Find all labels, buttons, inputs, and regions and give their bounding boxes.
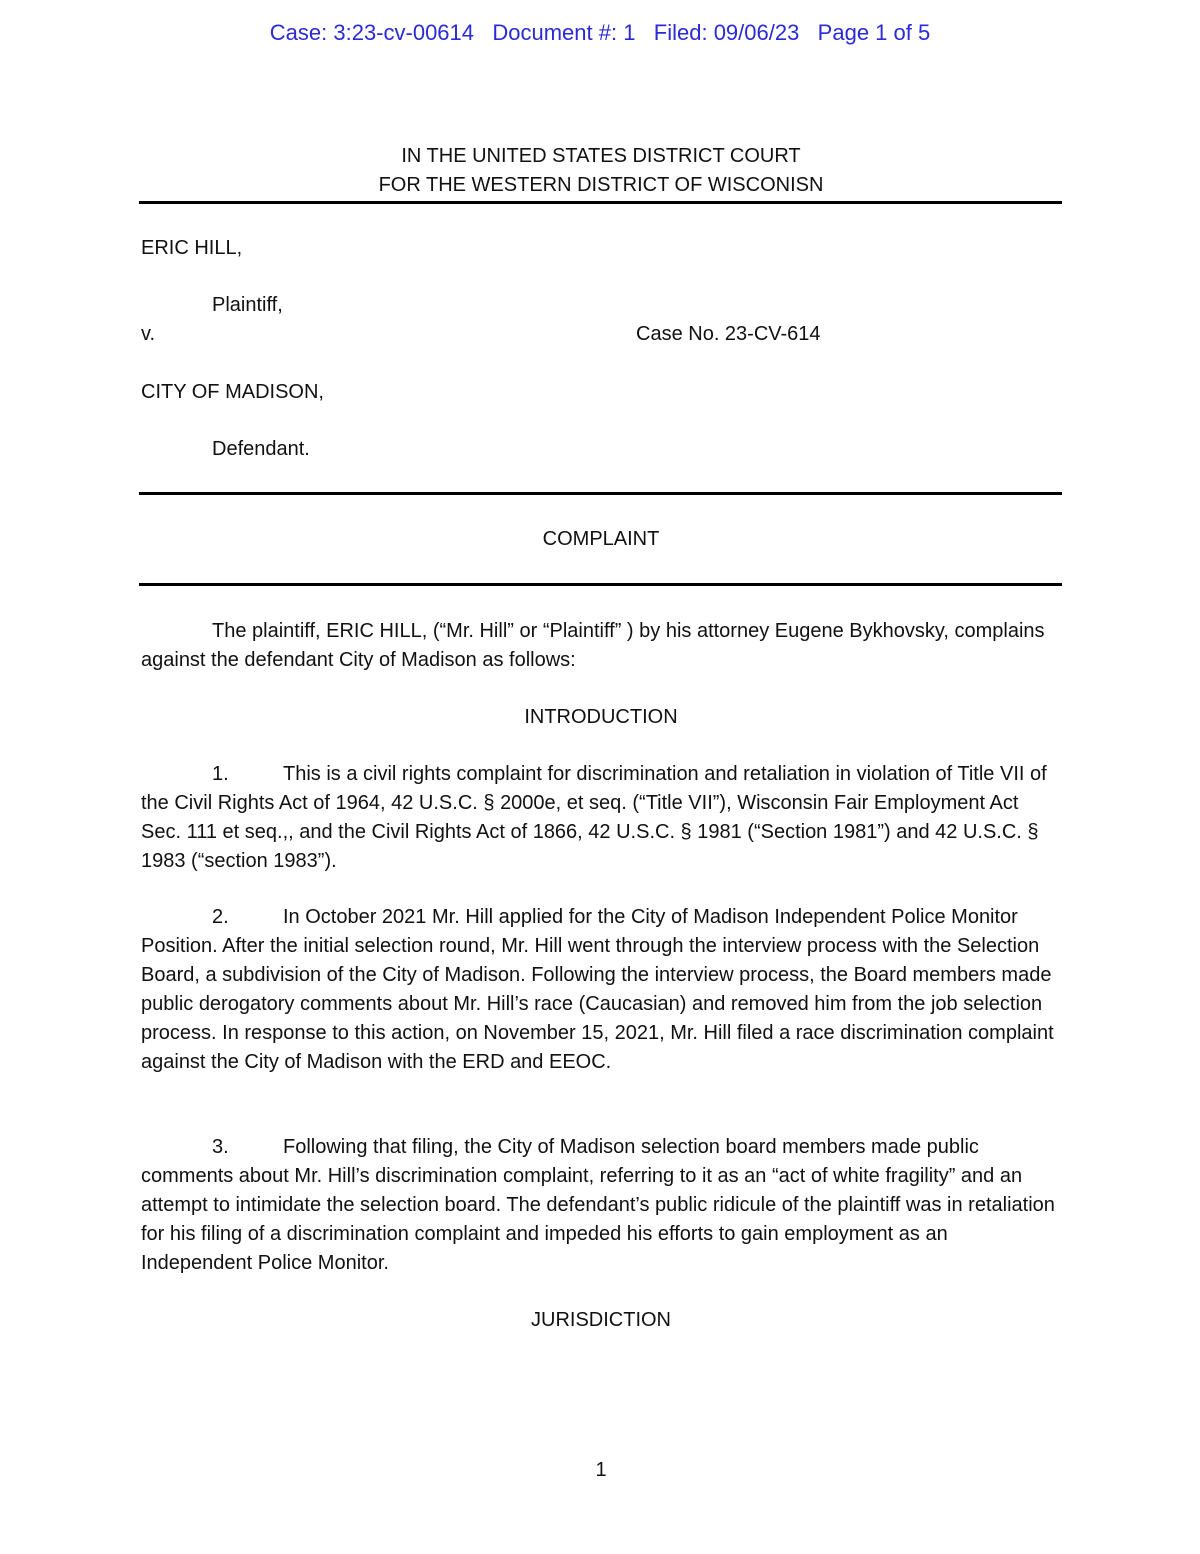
section-heading-jurisdiction: JURISDICTION — [531, 1309, 671, 1331]
paragraph-text: Following that filing, the City of Madison selection board members made public comments about Mr. Hill’s discrimination complaint, referring to it as an “act of white fragility” and an attempt to intimidate the selection board. The defendant’s public ridicule of the plaintiff was in retaliation for his filing of a discrimination complaint and impeded his efforts to gain employment as an Independent Police Monitor. — [141, 1136, 1055, 1274]
paragraph-number: 1. — [212, 763, 229, 785]
caption-rule-bottom — [139, 583, 1062, 586]
paragraph-text: This is a civil rights complaint for discrimination and retaliation in violation of Title VII of the Civil Rights Act of 1964, 42 U.S.C. § 2000e, et seq. (“Title VII”), Wisconsin Fair Employment Act Sec. 111 et seq.,, and the Civil Rights Act of 1866, 42 U.S.C. § 1981 (“Section 1981”) and 42 U.S.C. § 1983 (“section 1983”). — [141, 763, 1047, 872]
numbered-paragraph — [141, 760, 1061, 876]
stamp-page: Page 1 of 5 — [817, 20, 931, 45]
filing-stamp — [0, 20, 1200, 46]
stamp-document: Document #: 1 — [492, 20, 636, 45]
paragraph-number: 3. — [212, 1136, 229, 1158]
page-number: 1 — [595, 1459, 607, 1481]
court-line-1: IN THE UNITED STATES DISTRICT COURT — [401, 145, 801, 167]
court-line-2: FOR THE WESTERN DISTRICT OF WISCONISN — [378, 174, 824, 196]
defendant-role: Defendant. — [212, 438, 310, 460]
document-title: COMPLAINT — [542, 528, 660, 550]
numbered-paragraph — [141, 903, 1061, 1077]
case-number: Case No. 23-CV-614 — [636, 323, 821, 345]
section-heading-introduction: INTRODUCTION — [524, 706, 678, 728]
numbered-paragraph — [141, 1133, 1061, 1278]
intro-text: The plaintiff, ERIC HILL, (“Mr. Hill” or “Plaintiff” ) by his attorney Eugene Bykhovsky, complains against the defendant City of Madison as follows: — [141, 620, 1045, 671]
plaintiff-name: ERIC HILL, — [141, 237, 243, 259]
intro-paragraph — [141, 617, 1061, 675]
paragraph-text: In October 2021 Mr. Hill applied for the City of Madison Independent Police Monitor Position. After the initial selection round, Mr. Hill went through the interview process with the Selection Board, a subdivision of the City of Madison. Following the interview process, the Board members made public derogatory comments about Mr. Hill’s race (Caucasian) and removed him from the job selection process. In response to this action, on November 15, 2021, Mr. Hill filed a race discrimination complaint against the City of Madison with the ERD and EEOC. — [141, 906, 1054, 1073]
caption-rule-top — [139, 492, 1062, 495]
court-heading — [141, 142, 1061, 200]
heading-rule — [139, 201, 1062, 204]
defendant-name: CITY OF MADISON, — [141, 381, 324, 403]
stamp-case: Case: 3:23-cv-00614 — [269, 20, 475, 45]
paragraph-number: 2. — [212, 906, 229, 928]
versus: v. — [141, 323, 156, 345]
stamp-filed: Filed: 09/06/23 — [653, 20, 800, 45]
plaintiff-role: Plaintiff, — [212, 294, 283, 316]
